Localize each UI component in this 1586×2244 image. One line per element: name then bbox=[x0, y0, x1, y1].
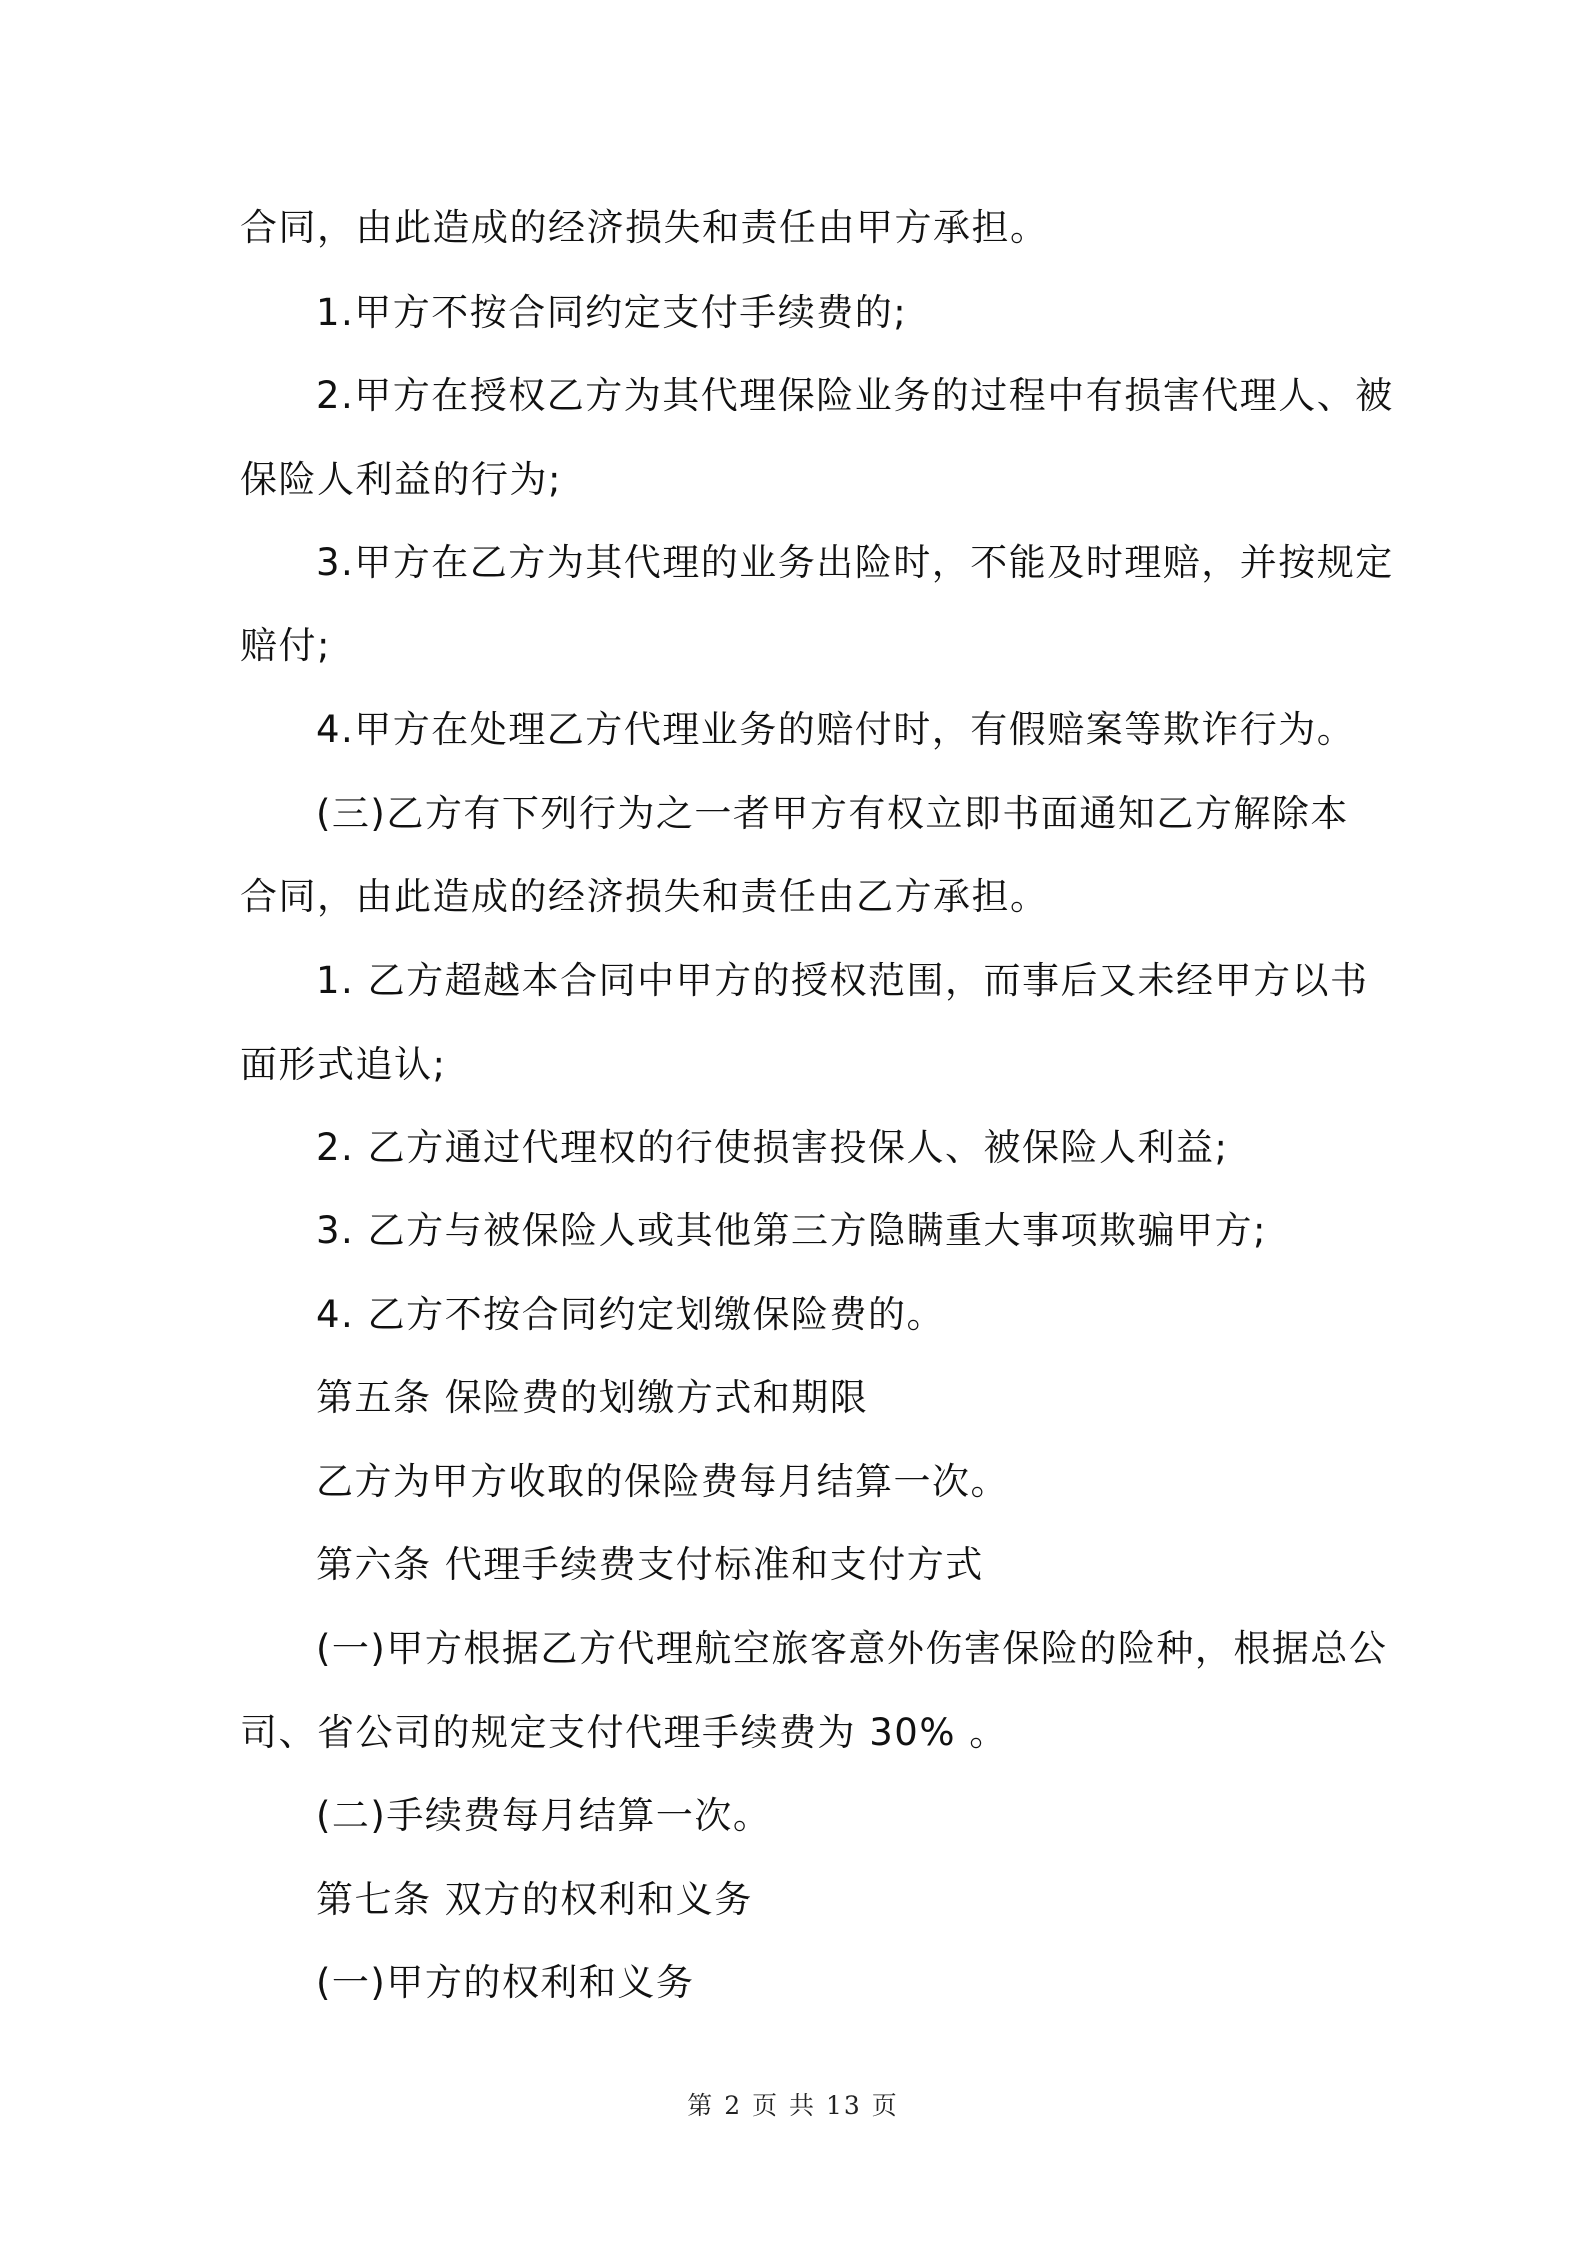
text-line: (二)手续费每月结算一次。 bbox=[316, 1794, 772, 1837]
text-line: (一)甲方的权利和义务 bbox=[316, 1961, 695, 2004]
text-line: 合同，由此造成的经济损失和责任由乙方承担。 bbox=[240, 875, 1049, 918]
text-line: (一)甲方根据乙方代理航空旅客意外伤害保险的险种，根据总公 bbox=[316, 1627, 1388, 1670]
text-line: 4. 乙方不按合同约定划缴保险费的。 bbox=[316, 1293, 946, 1336]
text-line: (三)乙方有下列行为之一者甲方有权立即书面通知乙方解除本 bbox=[316, 792, 1349, 835]
page-number-footer: 第 2 页 共 13 页 bbox=[687, 2091, 899, 2120]
text-line: 3.甲方在乙方为其代理的业务出险时，不能及时理赔，并按规定 bbox=[316, 541, 1394, 584]
text-line: 司、省公司的规定支付代理手续费为 30% 。 bbox=[240, 1711, 1008, 1754]
section-heading: 第五条 保险费的划缴方式和期限 bbox=[316, 1376, 869, 1419]
text-line: 赔付; bbox=[240, 624, 331, 667]
section-heading: 第六条 代理手续费支付标准和支付方式 bbox=[316, 1543, 984, 1586]
text-line: 3. 乙方与被保险人或其他第三方隐瞒重大事项欺骗甲方; bbox=[316, 1209, 1268, 1252]
text-line: 面形式追认; bbox=[240, 1043, 447, 1086]
text-line: 合同，由此造成的经济损失和责任由甲方承担。 bbox=[240, 206, 1049, 249]
text-line: 1. 乙方超越本合同中甲方的授权范围，而事后又未经甲方以书 bbox=[316, 959, 1369, 1002]
text-line: 2. 乙方通过代理权的行使损害投保人、被保险人利益; bbox=[316, 1126, 1229, 1169]
text-line: 1.甲方不按合同约定支付手续费的; bbox=[316, 291, 908, 334]
text-line: 保险人利益的行为; bbox=[240, 458, 562, 501]
text-line: 4.甲方在处理乙方代理业务的赔付时，有假赔案等欺诈行为。 bbox=[316, 708, 1356, 751]
section-heading: 第七条 双方的权利和义务 bbox=[316, 1878, 753, 1921]
text-line: 乙方为甲方收取的保险费每月结算一次。 bbox=[316, 1460, 1009, 1503]
text-line: 2.甲方在授权乙方为其代理保险业务的过程中有损害代理人、被 bbox=[316, 374, 1394, 417]
